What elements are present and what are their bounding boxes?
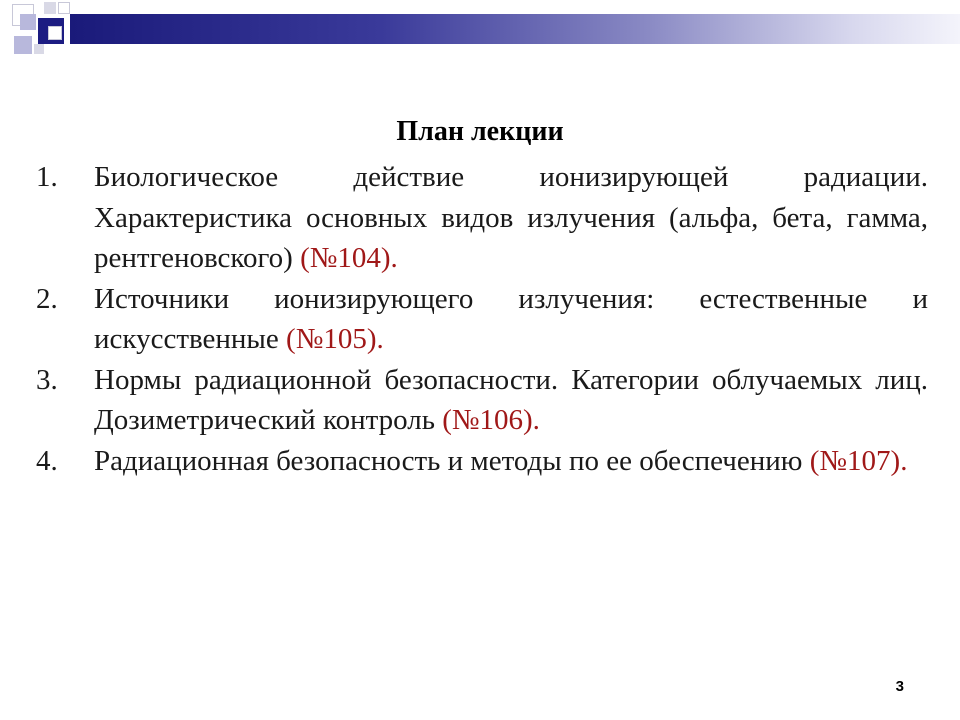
decorative-square [48, 26, 62, 40]
header-gradient-bar [70, 14, 960, 44]
decorative-square [34, 44, 44, 54]
item-text: Источники ионизирующего излучения: естественные и искусственные [94, 282, 928, 355]
item-text: Нормы радиационной безопасности. Категории облучаемых лиц. Дозиметрический контроль [94, 363, 928, 436]
list-item [36, 157, 928, 279]
list-item [36, 360, 928, 441]
item-number: 4. [36, 444, 58, 477]
item-reference: (№105). [278, 323, 384, 355]
item-text: Радиационная безопасность и методы по ее обеспечению [94, 444, 803, 477]
item-number: 1. [36, 161, 58, 193]
item-reference: (№106). [434, 404, 540, 436]
slide-title: План лекции [396, 116, 564, 147]
page-number: 3 [895, 678, 904, 695]
item-number: 2. [36, 282, 58, 315]
lecture-plan-list [36, 157, 928, 481]
decorative-square [20, 14, 36, 30]
list-item [36, 279, 928, 360]
decorative-square [58, 2, 70, 14]
decorative-square [44, 2, 56, 14]
decorative-square [14, 36, 32, 54]
list-item [36, 441, 928, 482]
item-reference: (№104). [292, 242, 398, 274]
item-number: 3. [36, 363, 58, 396]
item-reference: (№107). [802, 444, 908, 477]
item-text: Биологическое действие ионизирующей радиации. Характеристика основных видов излучения (альфа, бета, гамма, рентгеновского) [94, 161, 928, 274]
